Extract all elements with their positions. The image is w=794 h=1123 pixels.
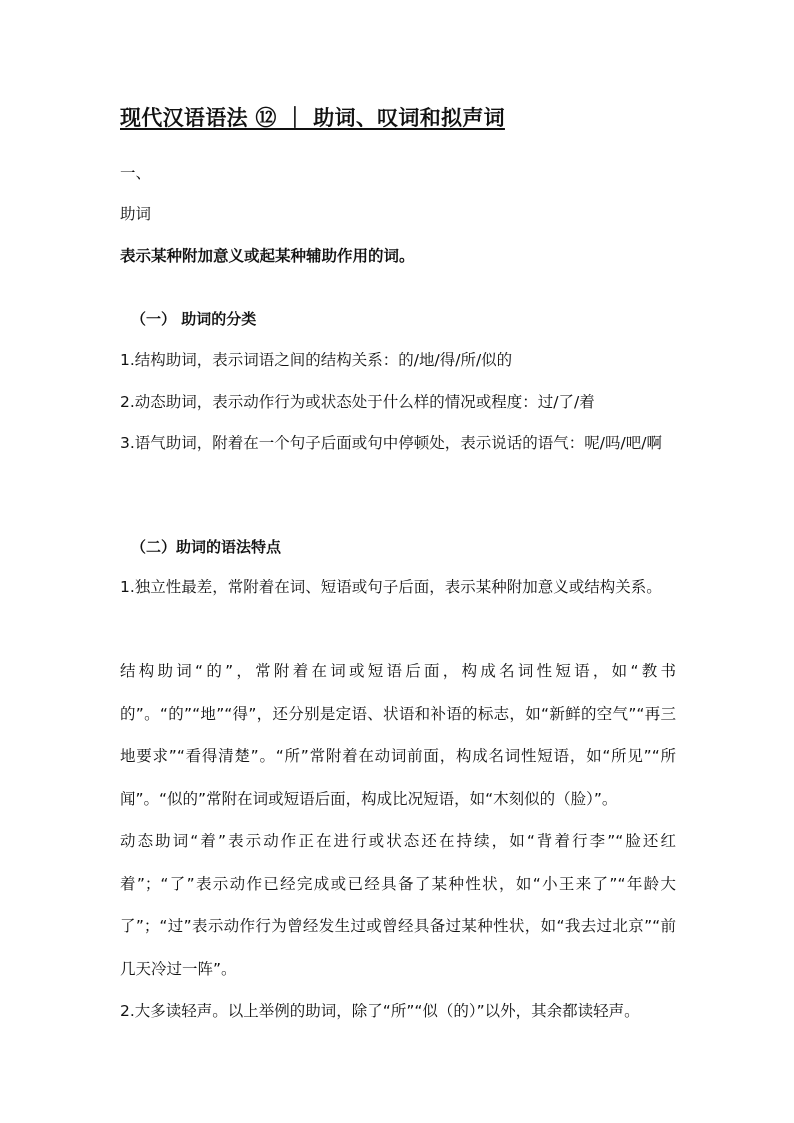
section-number: 一、 bbox=[120, 164, 152, 182]
classification-item-2: 2.动态助词，表示动作行为或状态处于什么样的情况或程度：过/了/着 bbox=[120, 393, 595, 411]
grammar-features-heading: （二）助词的语法特点 bbox=[131, 538, 282, 556]
structural-particles-paragraph: 结构助词“的”，常附着在词或短语后面，构成名词性短语，如“教书的”。“的”“地”“得”，还分别是定语、状语和补语的标志，如“新鲜的空气”“再三地要求”“看得清楚”。“所”常附着在动词前面，构成名词性短语，如“所见”“所闻”。“似的”常附在词或短语后面，构成比况短语，如“木刻似的（脸）”。 bbox=[120, 662, 676, 808]
feature-item-2: 2.大多读轻声。以上举例的助词，除了“所”“似（的）”以外，其余都读轻声。 bbox=[120, 1002, 640, 1020]
classification-item-1: 1.结构助词，表示词语之间的结构关系：的/地/得/所/似的 bbox=[120, 351, 513, 369]
page-title: 现代汉语语法 ⑫ ｜ 助词、叹词和拟声词 bbox=[120, 106, 505, 130]
classification-heading: （一） 助词的分类 bbox=[131, 310, 257, 328]
definition-text: 表示某种附加意义或起某种辅助作用的词。 bbox=[120, 247, 415, 265]
classification-item-3: 3.语气助词，附着在一个句子后面或句中停顿处，表示说话的语气：呢/吗/吧/啊 bbox=[120, 434, 662, 452]
section-name: 助词 bbox=[120, 205, 152, 223]
feature-item-1: 1.独立性最差，常附着在词、短语或句子后面，表示某种附加意义或结构关系。 bbox=[120, 578, 662, 596]
dynamic-particles-paragraph: 动态助词“着”表示动作正在进行或状态还在持续，如“背着行李”“脸还红着”；“了”表示动作已经完成或已经具备了某种性状，如“小王来了”“年龄大了”；“过”表示动作行为曾经发生过或曾经具备过某种性状，如“我去过北京”“前几天冷过一阵”。 bbox=[120, 832, 676, 978]
